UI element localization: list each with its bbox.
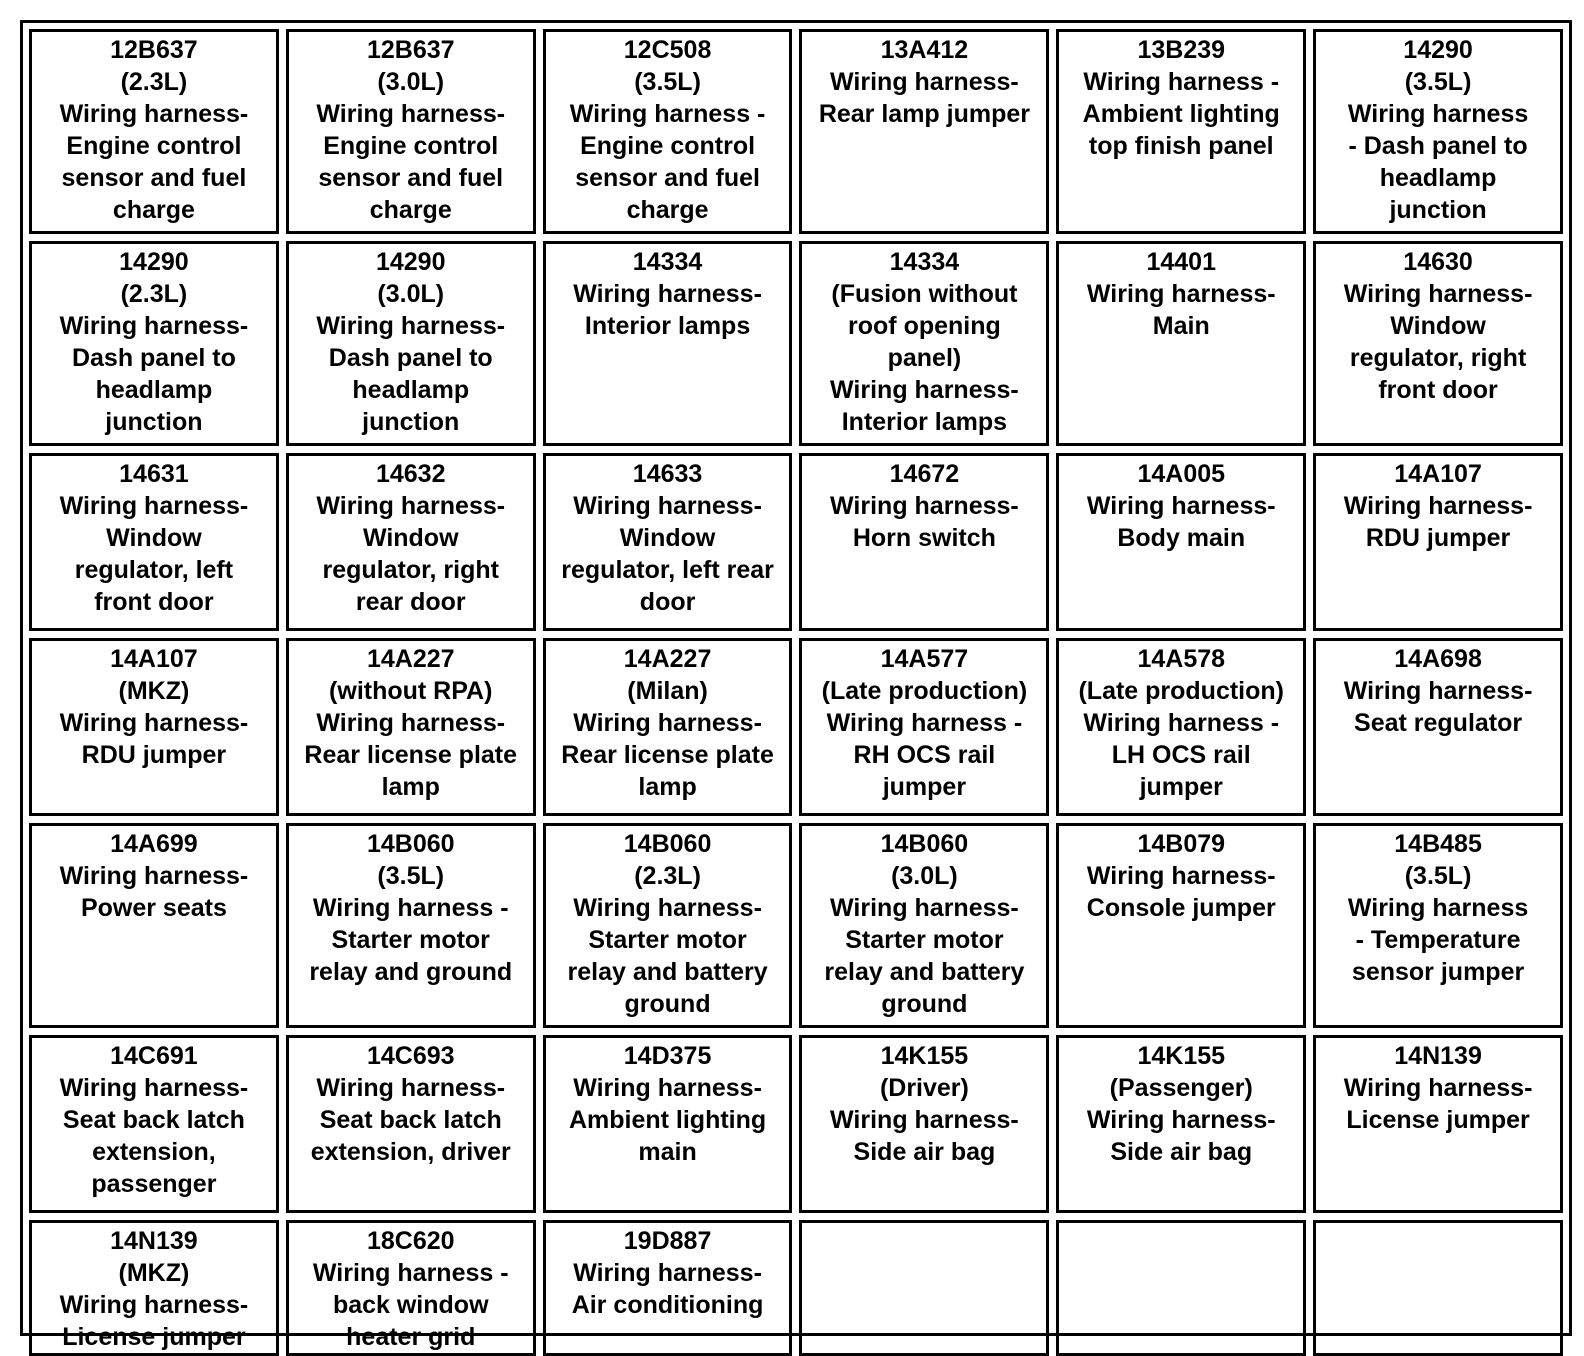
table-cell xyxy=(799,1220,1049,1356)
cell-part-number: 14290 xyxy=(1403,36,1473,64)
cell-variant: (3.0L) xyxy=(377,280,445,308)
table-cell xyxy=(543,241,793,446)
cell-description: Wiring harness- Seat back latch extension, driver xyxy=(310,1074,511,1166)
cell-part-number: 14290 xyxy=(375,248,446,276)
cell-description: Wiring harness- Starter motor relay and battery ground xyxy=(824,894,1025,1018)
table-cell xyxy=(286,1220,536,1356)
cell-part-number: 14334 xyxy=(632,248,703,276)
cell-variant: (MKZ) xyxy=(118,1259,190,1287)
cell-part-number: 14A699 xyxy=(110,830,198,858)
parts-table xyxy=(20,20,1572,1351)
cell-description: Wiring harness- Main xyxy=(1086,280,1276,340)
table-cell xyxy=(1056,29,1306,234)
cell-variant: (3.5L) xyxy=(634,68,701,96)
cell-part-number: 14C693 xyxy=(366,1042,455,1070)
cell-description: Wiring harness- Starter motor relay and battery ground xyxy=(567,894,768,1018)
table-cell xyxy=(29,29,279,234)
table-cell xyxy=(543,638,793,816)
cell-description: Wiring harness- Window regulator, left front door xyxy=(59,492,249,616)
cell-part-number: 14A107 xyxy=(110,645,198,673)
cell-part-number: 14A578 xyxy=(1137,645,1226,673)
cell-part-number: 12B637 xyxy=(366,36,455,64)
cell-part-number: 14C691 xyxy=(110,1042,198,1070)
cell-part-number: 14A107 xyxy=(1394,460,1482,488)
cell-description: Wiring harness- Air conditioning xyxy=(571,1259,764,1319)
table-cell xyxy=(799,453,1049,631)
cell-part-number: 14632 xyxy=(375,460,446,488)
table-cell xyxy=(1313,638,1563,816)
cell-variant: (MKZ) xyxy=(118,677,190,705)
cell-description: Wiring harness- License jumper xyxy=(59,1291,249,1351)
cell-part-number: 14630 xyxy=(1403,248,1473,276)
cell-description: Wiring harness- Dash panel to headlamp junction xyxy=(316,312,506,436)
cell-part-number: 14D375 xyxy=(623,1042,712,1070)
table-cell xyxy=(29,241,279,446)
cell-variant: (3.0L) xyxy=(377,68,445,96)
table-cell xyxy=(29,453,279,631)
cell-variant: (Fusion without roof opening panel) xyxy=(831,280,1018,372)
cell-part-number: 19D887 xyxy=(623,1227,712,1255)
cell-description: Wiring harness- Interior lamps xyxy=(830,376,1019,436)
table-cell xyxy=(1056,638,1306,816)
table-cell xyxy=(1313,1035,1563,1213)
table-cell xyxy=(1313,1220,1563,1356)
cell-variant: (Milan) xyxy=(627,677,708,705)
cell-part-number: 14N139 xyxy=(110,1227,198,1255)
cell-part-number: 14K155 xyxy=(880,1042,969,1070)
cell-variant: (Driver) xyxy=(879,1074,969,1102)
cell-description: Wiring harness- RDU jumper xyxy=(59,709,249,769)
cell-description: Wiring harness- Horn switch xyxy=(830,492,1019,552)
cell-variant: (without RPA) xyxy=(329,677,493,705)
cell-part-number: 14290 xyxy=(119,248,189,276)
cell-variant: (2.3L) xyxy=(634,862,701,890)
cell-part-number: 14B060 xyxy=(366,830,455,858)
table-cell xyxy=(1056,1035,1306,1213)
cell-variant: (3.0L) xyxy=(891,862,958,890)
table-cell xyxy=(799,241,1049,446)
cell-part-number: 14N139 xyxy=(1394,1042,1482,1070)
cell-description: Wiring harness- License jumper xyxy=(1343,1074,1533,1134)
cell-variant: (Late production) xyxy=(1078,677,1284,705)
table-cell xyxy=(286,241,536,446)
cell-description: Wiring harness - back window heater grid xyxy=(312,1259,509,1351)
table-cell xyxy=(543,823,793,1028)
cell-part-number: 13B239 xyxy=(1137,36,1226,64)
cell-part-number: 14A227 xyxy=(623,645,712,673)
cell-description: Wiring harness - Temperature sensor jumper xyxy=(1347,894,1529,986)
cell-variant: (3.5L) xyxy=(1404,862,1472,890)
table-cell xyxy=(799,638,1049,816)
cell-variant: (2.3L) xyxy=(120,280,188,308)
cell-part-number: 14A698 xyxy=(1394,645,1482,673)
table-cell xyxy=(1056,1220,1306,1356)
cell-description: Wiring harness - Dash panel to headlamp junction xyxy=(1347,100,1529,224)
cell-part-number: 13A412 xyxy=(880,36,969,64)
cell-part-number: 14A005 xyxy=(1137,460,1226,488)
table-cell xyxy=(1056,453,1306,631)
cell-description: Wiring harness- Rear lamp jumper xyxy=(818,68,1030,128)
cell-description: Wiring harness - RH OCS rail jumper xyxy=(826,709,1023,801)
cell-description: Wiring harness- Seat regulator xyxy=(1343,677,1533,737)
cell-variant: (Late production) xyxy=(821,677,1028,705)
table-cell xyxy=(543,1220,793,1356)
table-cell xyxy=(1313,241,1563,446)
cell-part-number: 14K155 xyxy=(1137,1042,1226,1070)
table-cell xyxy=(286,453,536,631)
cell-description: Wiring harness- Ambient lighting main xyxy=(568,1074,767,1166)
cell-part-number: 18C620 xyxy=(366,1227,455,1255)
table-cell xyxy=(799,1035,1049,1213)
cell-description: Wiring harness- Window regulator, right rear door xyxy=(316,492,506,616)
cell-description: Wiring harness- Rear license plate lamp xyxy=(304,709,518,801)
table-cell xyxy=(1313,29,1563,234)
cell-description: Wiring harness- Window regulator, right front door xyxy=(1343,280,1533,404)
cell-description: Wiring harness- RDU jumper xyxy=(1343,492,1533,552)
table-cell xyxy=(286,1035,536,1213)
table-cell xyxy=(1313,823,1563,1028)
cell-description: Wiring harness- Side air bag xyxy=(830,1106,1019,1166)
cell-part-number: 12C508 xyxy=(623,36,712,64)
cell-part-number: 14B485 xyxy=(1394,830,1482,858)
table-cell xyxy=(29,1220,279,1356)
cell-description: Wiring harness- Power seats xyxy=(59,862,249,922)
table-cell xyxy=(543,1035,793,1213)
cell-description: Wiring harness - Engine control sensor and fuel charge xyxy=(569,100,766,224)
cell-description: Wiring harness- Side air bag xyxy=(1086,1106,1276,1166)
table-cell xyxy=(1056,823,1306,1028)
cell-part-number: 14672 xyxy=(889,460,960,488)
cell-description: Wiring harness- Body main xyxy=(1086,492,1276,552)
cell-description: Wiring harness- Seat back latch extension, passenger xyxy=(59,1074,249,1198)
table-cell xyxy=(543,29,793,234)
table-cell xyxy=(286,823,536,1028)
cell-part-number: 14A577 xyxy=(880,645,969,673)
cell-part-number: 14B060 xyxy=(623,830,712,858)
table-cell xyxy=(1313,453,1563,631)
cell-description: Wiring harness- Console jumper xyxy=(1086,862,1276,922)
cell-part-number: 14A227 xyxy=(366,645,455,673)
table-cell xyxy=(1056,241,1306,446)
cell-variant: (Passenger) xyxy=(1109,1074,1253,1102)
cell-description: Wiring harness - Ambient lighting top finish panel xyxy=(1082,68,1280,160)
cell-part-number: 14401 xyxy=(1146,248,1216,276)
cell-description: Wiring harness- Dash panel to headlamp junction xyxy=(59,312,249,436)
table-cell xyxy=(799,29,1049,234)
cell-description: Wiring harness - Starter motor relay and ground xyxy=(309,894,513,986)
table-cell xyxy=(29,1035,279,1213)
cell-variant: (3.5L) xyxy=(1404,68,1472,96)
cell-description: Wiring harness- Engine control sensor and fuel charge xyxy=(59,100,249,224)
table-cell xyxy=(29,823,279,1028)
cell-part-number: 14B079 xyxy=(1137,830,1226,858)
table-cell xyxy=(799,823,1049,1028)
cell-part-number: 14633 xyxy=(632,460,703,488)
table-cell xyxy=(29,638,279,816)
cell-description: Wiring harness- Rear license plate lamp xyxy=(561,709,774,801)
cell-description: Wiring harness- Interior lamps xyxy=(573,280,762,340)
cell-description: Wiring harness- Window regulator, left rear door xyxy=(561,492,774,616)
table-cell xyxy=(286,29,536,234)
cell-part-number: 12B637 xyxy=(110,36,198,64)
table-cell xyxy=(543,453,793,631)
table-cell xyxy=(286,638,536,816)
cell-part-number: 14334 xyxy=(889,248,960,276)
cell-description: Wiring harness - LH OCS rail jumper xyxy=(1083,709,1280,801)
cell-part-number: 14631 xyxy=(119,460,189,488)
cell-part-number: 14B060 xyxy=(880,830,969,858)
cell-variant: (3.5L) xyxy=(377,862,445,890)
cell-variant: (2.3L) xyxy=(120,68,188,96)
cell-description: Wiring harness- Engine control sensor and fuel charge xyxy=(316,100,506,224)
